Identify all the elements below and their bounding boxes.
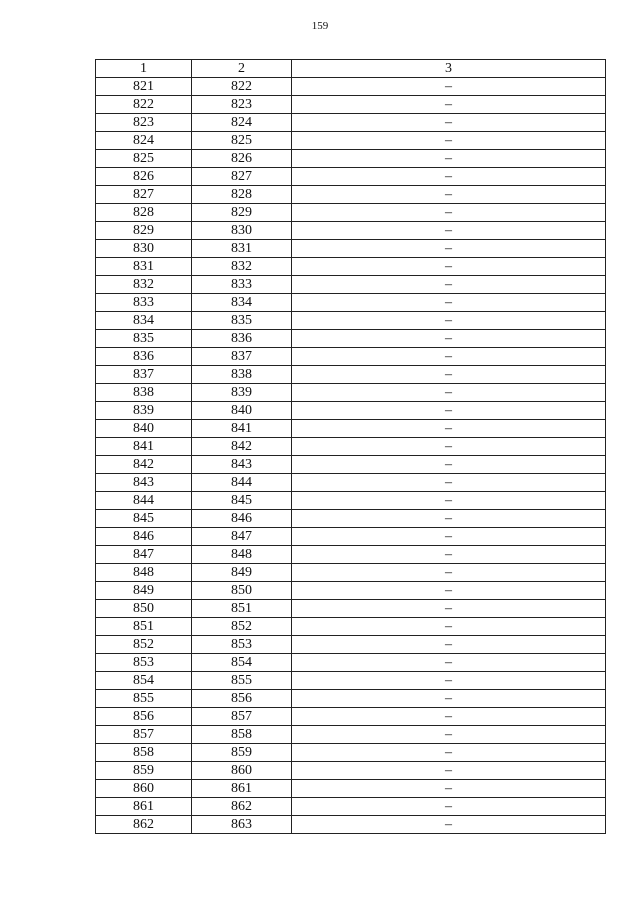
table-cell-col-2: 845 [192,492,292,510]
table-cell-col-3: – [292,96,606,114]
table-cell-col-1: 838 [96,384,192,402]
table-row [96,582,606,600]
table-cell-col-1: 833 [96,294,192,312]
table-cell-col-2: 822 [192,78,292,96]
table-cell-col-1: 821 [96,78,192,96]
table-cell-col-2: 826 [192,150,292,168]
table-cell-col-3: – [292,438,606,456]
page-number: 159 [311,20,329,32]
table-cell-col-3: – [292,168,606,186]
table-cell-col-2: 830 [192,222,292,240]
table-cell-col-1: 853 [96,654,192,672]
table-cell-col-2: 849 [192,564,292,582]
table-cell-col-1: 837 [96,366,192,384]
table-cell-col-2: 858 [192,726,292,744]
table-row [96,168,606,186]
table-row [96,618,606,636]
table-cell-col-3: – [292,582,606,600]
table-cell-col-2: 840 [192,402,292,420]
table-cell-col-3: – [292,420,606,438]
table-cell-col-3: – [292,258,606,276]
table-cell-col-3: – [292,78,606,96]
table-cell-col-1: 849 [96,582,192,600]
table-row [96,312,606,330]
table-cell-col-2: 839 [192,384,292,402]
table-row [96,816,606,834]
table-cell-col-3: – [292,762,606,780]
table-row [96,96,606,114]
table-cell-col-3: – [292,114,606,132]
table-cell-col-3: – [292,312,606,330]
table-cell-col-2: 844 [192,474,292,492]
table-cell-col-3: – [292,672,606,690]
table-row [96,438,606,456]
table-row [96,222,606,240]
table-cell-col-3: – [292,654,606,672]
table-cell-col-3: – [292,780,606,798]
table-cell-col-2: 861 [192,780,292,798]
table-cell-col-3: – [292,348,606,366]
table-row [96,420,606,438]
table-cell-col-1: 858 [96,744,192,762]
table-cell-col-2: 836 [192,330,292,348]
table-cell-col-3: – [292,816,606,834]
table-row [96,132,606,150]
table-cell-col-1: 826 [96,168,192,186]
table-cell-col-2: 834 [192,294,292,312]
table-row [96,744,606,762]
table-row [96,672,606,690]
table-cell-col-3: – [292,366,606,384]
table-cell-col-1: 835 [96,330,192,348]
table-cell-col-3: – [292,276,606,294]
table-row [96,600,606,618]
table-cell-col-1: 854 [96,672,192,690]
table-cell-col-1: 840 [96,420,192,438]
table-cell-col-2: 851 [192,600,292,618]
table-row [96,240,606,258]
table-cell-col-2: 831 [192,240,292,258]
table-cell-col-1: 844 [96,492,192,510]
table-cell-col-3: – [292,510,606,528]
table-cell-col-3: – [292,204,606,222]
table-cell-col-3: – [292,132,606,150]
table-cell-col-1: 862 [96,816,192,834]
data-table [95,59,606,834]
table-cell-col-1: 830 [96,240,192,258]
table-cell-col-2: 837 [192,348,292,366]
table-cell-col-2: 854 [192,654,292,672]
table-cell-col-2: 856 [192,690,292,708]
table-cell-col-1: 850 [96,600,192,618]
table-cell-col-1: 839 [96,402,192,420]
table-cell-col-1: 860 [96,780,192,798]
table-cell-col-3: – [292,150,606,168]
header-row [96,60,606,78]
table-row [96,492,606,510]
table-cell-col-2: 827 [192,168,292,186]
table-cell-col-2: 846 [192,510,292,528]
table-cell-col-3: – [292,294,606,312]
table-row [96,276,606,294]
table-cell-col-1: 846 [96,528,192,546]
table-cell-col-2: 842 [192,438,292,456]
table-row [96,708,606,726]
table-cell-col-1: 825 [96,150,192,168]
table-row [96,474,606,492]
table-cell-col-2: 863 [192,816,292,834]
table-cell-col-2: 841 [192,420,292,438]
table-row [96,546,606,564]
table-cell-col-2: 852 [192,618,292,636]
table-cell-col-2: 855 [192,672,292,690]
table-cell-col-3: – [292,222,606,240]
table-cell-col-3: – [292,726,606,744]
table-cell-col-3: – [292,402,606,420]
table-row [96,780,606,798]
table-cell-col-1: 836 [96,348,192,366]
table-cell-col-3: – [292,564,606,582]
table-cell-col-1: 842 [96,456,192,474]
table-cell-col-1: 856 [96,708,192,726]
table-row [96,528,606,546]
table-cell-col-3: – [292,744,606,762]
table-cell-col-2: 829 [192,204,292,222]
table-cell-col-1: 823 [96,114,192,132]
table-row [96,186,606,204]
table-cell-col-1: 845 [96,510,192,528]
table-cell-col-1: 855 [96,690,192,708]
table-row [96,798,606,816]
table-cell-col-3: – [292,492,606,510]
table-cell-col-1: 848 [96,564,192,582]
table-row [96,690,606,708]
table-row [96,204,606,222]
table-cell-col-1: 851 [96,618,192,636]
table-cell-col-1: 859 [96,762,192,780]
table-body [96,78,606,834]
table-cell-col-2: 848 [192,546,292,564]
table-cell-col-1: 831 [96,258,192,276]
table-cell-col-3: – [292,330,606,348]
table-cell-col-2: 833 [192,276,292,294]
table-cell-col-3: – [292,798,606,816]
table-cell-col-2: 857 [192,708,292,726]
table-cell-col-2: 838 [192,366,292,384]
table-row [96,654,606,672]
table-cell-col-2: 862 [192,798,292,816]
table-row [96,366,606,384]
table-row [96,258,606,276]
table-cell-col-1: 834 [96,312,192,330]
table-row [96,294,606,312]
table-row [96,384,606,402]
table-cell-col-1: 857 [96,726,192,744]
table-cell-col-2: 850 [192,582,292,600]
column-header-2: 2 [192,60,292,78]
table-row [96,330,606,348]
table-cell-col-3: – [292,600,606,618]
table-cell-col-1: 824 [96,132,192,150]
table-row [96,348,606,366]
table-cell-col-3: – [292,546,606,564]
table-cell-col-1: 852 [96,636,192,654]
table-cell-col-2: 860 [192,762,292,780]
table-cell-col-1: 847 [96,546,192,564]
column-header-3: 3 [292,60,606,78]
table-cell-col-1: 827 [96,186,192,204]
table-cell-col-3: – [292,456,606,474]
table-row [96,78,606,96]
table-row [96,150,606,168]
table-row [96,456,606,474]
table-cell-col-2: 843 [192,456,292,474]
table-cell-col-3: – [292,240,606,258]
table-cell-col-1: 829 [96,222,192,240]
table-cell-col-2: 853 [192,636,292,654]
table-cell-col-3: – [292,528,606,546]
column-header-1: 1 [96,60,192,78]
table-row [96,564,606,582]
table-cell-col-2: 832 [192,258,292,276]
table-row [96,726,606,744]
table-row [96,114,606,132]
table-cell-col-1: 861 [96,798,192,816]
table-row [96,402,606,420]
table-cell-col-3: – [292,690,606,708]
table-cell-col-3: – [292,708,606,726]
table-cell-col-2: 847 [192,528,292,546]
table-cell-col-3: – [292,636,606,654]
table-cell-col-1: 832 [96,276,192,294]
table-cell-col-2: 824 [192,114,292,132]
table-row [96,762,606,780]
table-cell-col-3: – [292,474,606,492]
table-cell-col-2: 825 [192,132,292,150]
table-row [96,636,606,654]
table-cell-col-3: – [292,384,606,402]
table-cell-col-2: 823 [192,96,292,114]
table-cell-col-1: 822 [96,96,192,114]
table-cell-col-2: 835 [192,312,292,330]
table-cell-col-2: 828 [192,186,292,204]
table-row [96,510,606,528]
table-cell-col-1: 843 [96,474,192,492]
table-cell-col-3: – [292,186,606,204]
table-cell-col-1: 841 [96,438,192,456]
table-cell-col-3: – [292,618,606,636]
table-cell-col-2: 859 [192,744,292,762]
table-cell-col-1: 828 [96,204,192,222]
